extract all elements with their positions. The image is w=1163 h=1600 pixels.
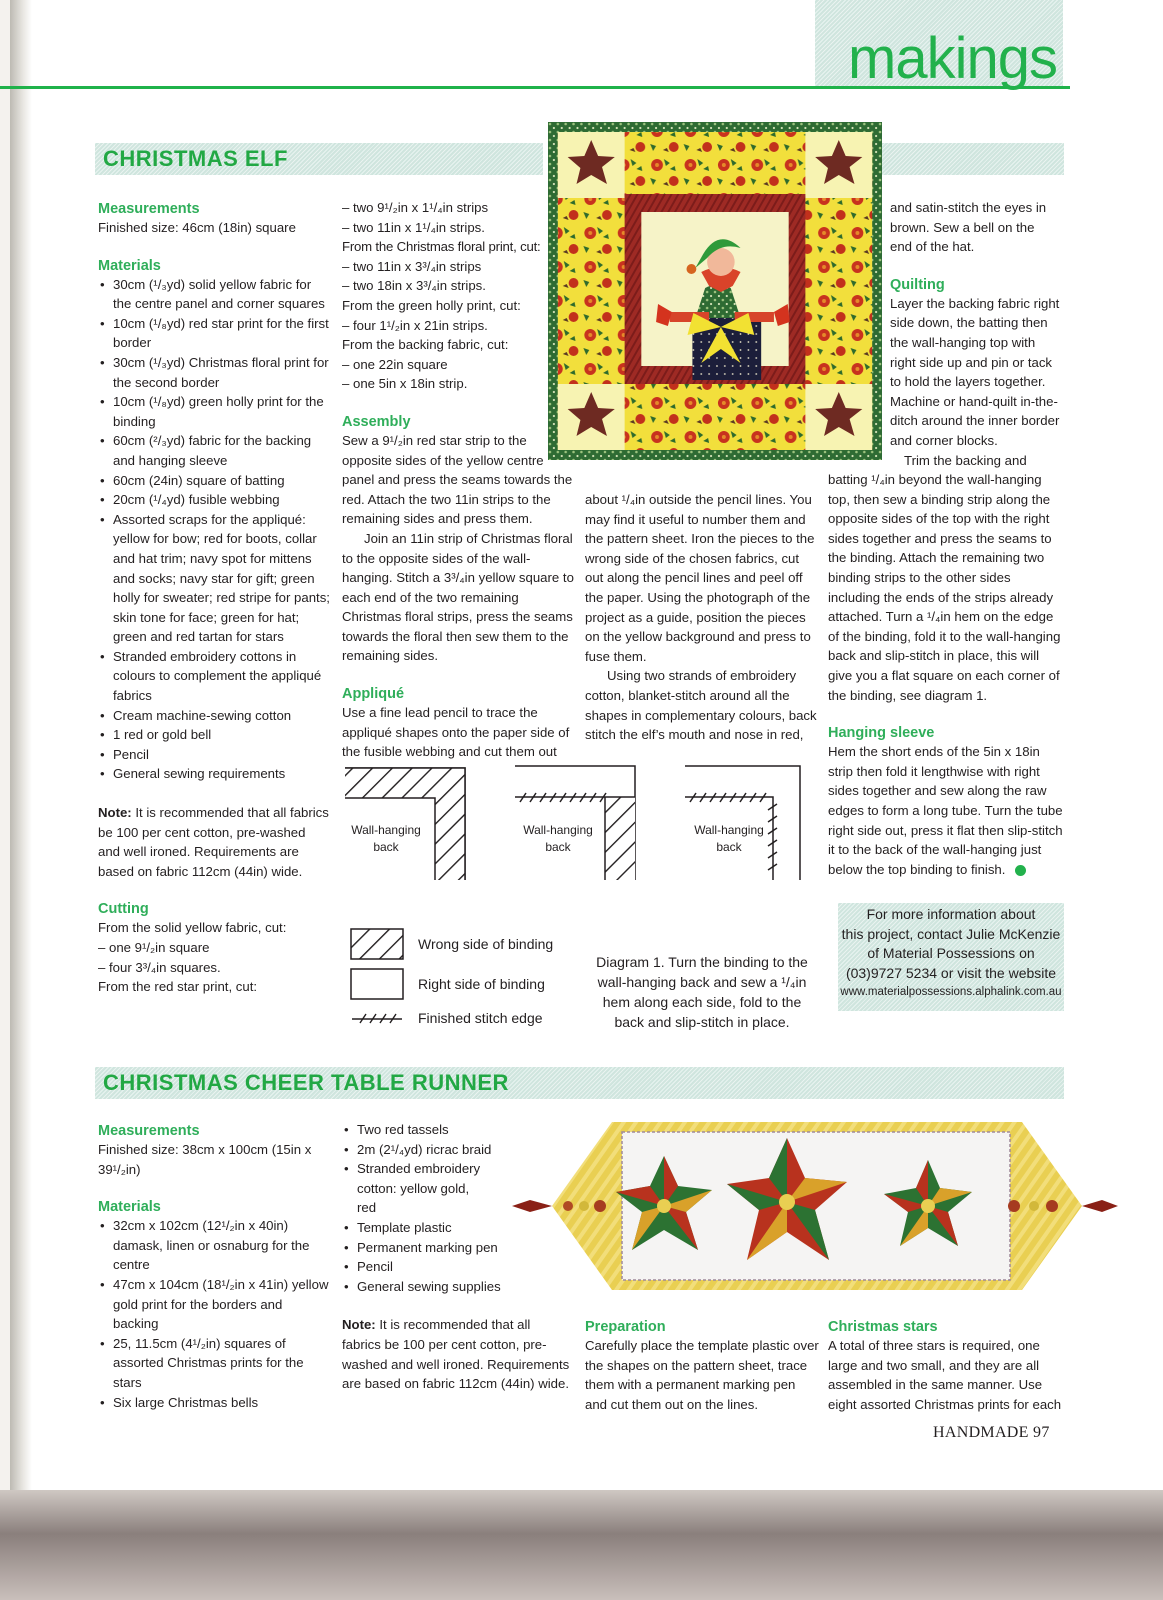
- hanging-sleeve-body: Hem the short ends of the 5in x 18in strip then fold it lengthwise with right sides together and sew along the raw edges to form a long tube. Turn the tube right side out, press it flat then slip-stitch it to the back of the wall-hanging just below the top binding to finish.: [828, 744, 1063, 877]
- christmas-stars-text: A total of three stars is required, one large and two small, and they are all assembled in the same manner. Use eight assorted Christmas prints for each: [828, 1338, 1062, 1412]
- tassel-right-icon: [1082, 1200, 1118, 1212]
- cutting-line: From the solid yellow fabric, cut:: [98, 920, 287, 936]
- applique-paragraph-1a: Use a fine lead pencil to trace the appliqué shapes onto the paper side of the fusible webbing and cut them out: [342, 705, 570, 760]
- diagram-panel-label: Wall-hanging: [523, 823, 593, 837]
- runner-measurements-heading: Measurements: [98, 1123, 200, 1139]
- cutting-line: – two 18in x 3³/₄in strips.: [342, 278, 486, 294]
- diagram-panel-label: back: [373, 840, 399, 854]
- hanging-sleeve-heading: Hanging sleeve: [828, 725, 935, 742]
- material-item: • Permanent marking pen: [342, 1238, 572, 1258]
- runner-materials-heading: Materials: [98, 1199, 161, 1216]
- elf-quilt-photo: [548, 122, 882, 460]
- legend-label: Wrong side of binding: [418, 936, 554, 952]
- material-item: • 60cm (24in) square of batting: [98, 471, 330, 491]
- material-item: • Stranded embroidery cottons in colours to complement the appliqué fabrics: [98, 647, 330, 706]
- cutting-line: – four 3³/₄in squares.: [98, 959, 221, 975]
- material-item: • 30cm (¹/₃yd) solid yellow fabric for the centre panel and corner squares: [98, 275, 330, 314]
- hanging-sleeve-text: [828, 742, 1064, 879]
- end-mark-icon: [1015, 865, 1026, 876]
- assembly-paragraph-2: Join an 11in strip of Christmas floral to the opposite sides of the wall-hanging. Stitch a 3³/₄in yellow square to each end of the two remaining Christmas floral strips, press the seams towards the floral then sew them to the remaining sides.: [342, 530, 574, 664]
- runner-column-1: [98, 1122, 330, 1412]
- cutting-line: – one 22in square: [342, 356, 448, 372]
- materials-list: [98, 275, 330, 784]
- material-item: • 10cm (¹/₈yd) green holly print for the binding: [98, 392, 330, 431]
- table-runner-photo: [482, 1112, 1122, 1300]
- info-website-link[interactable]: www.materialpossessions.alphalink.com.au: [840, 986, 1062, 998]
- cutting-line: From the green holly print, cut:: [342, 297, 521, 313]
- hatched-swatch-icon: [350, 928, 404, 960]
- applique-heading: Appliqué: [342, 686, 405, 703]
- page-spine-shadow: [10, 0, 32, 1490]
- material-item: • 1 red or gold bell: [98, 725, 330, 745]
- runner-section-title: CHRISTMAS CHEER TABLE RUNNER: [103, 1070, 509, 1095]
- material-item: • 2m (2¹/₄yd) ricrac braid: [342, 1140, 572, 1160]
- legend-right-side: [350, 968, 545, 1000]
- elf-column-4-wide: [828, 470, 1064, 879]
- material-item: • Pencil: [98, 745, 330, 765]
- applique-paragraph-2-cont: and satin-stitch the eyes in brown. Sew a bell on the end of the hat.: [890, 200, 1047, 255]
- assembly-paragraph-1: Sew a 9¹/₂in red star strip to the opposite sides of the yellow centre panel and press the seams towards the red. Attach the two 11in strips to the remaining sides and press them.: [342, 432, 573, 527]
- quilting-paragraph-2b: batting ¹/₄in beyond the wall-hanging top, then sew a binding strip along the opposite sides of the top with the right sides together and press the seams to the binding. Attach the remaining two binding strips to the other sides including the ends of the strips already attached. Turn a ¹/₄in hem on the edge of the binding, fold it to the wall-hanging back and slip-stitch in place, this will give you a flat square on each corner of the binding, see diagram 1.: [828, 472, 1061, 703]
- runner-measurements-text: Finished size: 38cm x 100cm (15in x 39¹/₂in): [98, 1142, 312, 1177]
- section-header: makings: [848, 26, 1057, 91]
- cutting-line: – one 5in x 18in strip.: [342, 376, 468, 392]
- material-item: • Six large Christmas bells: [98, 1393, 330, 1413]
- preparation-heading: Preparation: [585, 1319, 666, 1335]
- note-label: Note:: [342, 1317, 376, 1333]
- material-item: • Cream machine-sewing cotton: [98, 706, 330, 726]
- quilting-paragraph-1: Layer the backing fabric right side down, the batting then the wall-hanging top with right side up and pin or tack to hold the layers together. Machine or hand-quilt in-the-ditch around the inner border and corner blocks.: [890, 295, 1060, 448]
- cutting-line: From the red star print, cut:: [98, 979, 258, 995]
- cutting-line: – two 11in x 3³/₄in strips: [342, 258, 482, 274]
- binding-diagram: [340, 760, 810, 920]
- material-item: • Stranded embroidery cotton: yellow gold, red: [342, 1159, 487, 1218]
- diagram-panel-label: Wall-hanging: [351, 823, 421, 837]
- elf-column-4: [890, 198, 1060, 470]
- info-line: this project, contact Julie McKenzie: [841, 925, 1061, 942]
- note-text: It is recommended that all fabrics be 100 per cent cotton, pre-washed and well ironed. Requirements are based on fabric 112cm (44in) wide.: [342, 1317, 570, 1392]
- preparation-text: Carefully place the template plastic over the shapes on the pattern sheet, trace them with a permanent marking pen and cut them out on the lines.: [585, 1338, 819, 1412]
- material-item: • General sewing requirements: [98, 764, 330, 784]
- cutting-line: From the backing fabric, cut:: [342, 337, 509, 353]
- elf-title-band-right: [880, 143, 1064, 175]
- material-item: • 60cm (²/₃yd) fabric for the backing and hanging sleeve: [98, 431, 330, 470]
- legend-label: Right side of binding: [418, 976, 545, 992]
- info-line: of Material Possessions on: [867, 945, 1035, 961]
- diagram-panel-label: Wall-hanging: [694, 823, 764, 837]
- legend-wrong-side: [350, 928, 553, 960]
- diagram-panel-label: back: [545, 840, 571, 854]
- elf-column-2: [342, 198, 574, 762]
- diagram-panel-label: back: [716, 840, 742, 854]
- runner-column-4: [828, 1318, 1064, 1414]
- material-item: • Template plastic: [342, 1218, 572, 1238]
- elf-column-3: [585, 490, 820, 745]
- materials-heading: Materials: [98, 257, 161, 274]
- elf-section-title: CHRISTMAS ELF: [103, 146, 288, 171]
- measurements-heading: Measurements: [98, 201, 200, 217]
- elf-column-1: [98, 200, 330, 997]
- material-item: • 30cm (¹/₃yd) Christmas floral print for the second border: [98, 353, 330, 392]
- runner-note-paragraph: [342, 1315, 572, 1393]
- material-item: • 10cm (¹/₈yd) red star print for the first border: [98, 314, 330, 353]
- scan-bottom-edge: [0, 1490, 1163, 1600]
- material-item: • 47cm x 104cm (18¹/₂in x 41in) yellow gold print for the borders and backing: [98, 1275, 330, 1334]
- cutting-line: – two 9¹/₂in x 1¹/₄in strips: [342, 200, 489, 215]
- stitch-line-icon: [350, 1011, 404, 1025]
- blank-swatch-icon: [350, 968, 404, 1000]
- runner-column-3: [585, 1318, 820, 1414]
- material-item: • Assorted scraps for the appliqué: yellow for bow; red for boots, collar and hat trim; navy spot for mittens and socks; navy star for gift; green holly for sweater; red stripe for pants; skin tone for face; green for hat; green and red tartan for stars: [98, 510, 330, 647]
- christmas-stars-heading: Christmas stars: [828, 1319, 938, 1335]
- cutting-line: – one 9¹/₂in square: [98, 940, 210, 955]
- contact-info-box: [838, 903, 1064, 1011]
- applique-paragraph-2: Using two strands of embroidery cotton, blanket-stitch around all the shapes in complementary colours, back stitch the elf’s mouth and nose in red,: [585, 668, 817, 743]
- quilting-heading: Quilting: [890, 276, 945, 293]
- material-item: • Two red tassels: [342, 1120, 572, 1140]
- cutting-line: – two 11in x 1¹/₄in strips.: [342, 219, 485, 235]
- runner-materials-list-a: [98, 1216, 330, 1412]
- legend-label: Finished stitch edge: [418, 1010, 543, 1026]
- measurements-text: Finished size: 46cm (18in) square: [98, 220, 296, 235]
- cutting-line: – four 1¹/₂in x 21in strips.: [342, 317, 488, 333]
- assembly-heading: Assembly: [342, 413, 411, 430]
- material-item: • 25, 11.5cm (4¹/₂in) squares of assorted Christmas prints for the stars: [98, 1334, 330, 1393]
- tassel-left-icon: [512, 1200, 552, 1212]
- info-line: (03)9727 5234 or visit the website: [845, 964, 1057, 981]
- legend-stitch-edge: [350, 1010, 543, 1026]
- note-paragraph: [98, 803, 330, 881]
- material-item: • General sewing supplies: [342, 1277, 572, 1297]
- cutting-heading: Cutting: [98, 901, 149, 918]
- material-item: • 32cm x 102cm (12¹/₂in x 40in) damask, linen or osnaburg for the centre: [98, 1216, 330, 1275]
- applique-paragraph-1b: about ¹/₄in outside the pencil lines. You may find it useful to number them and the pattern sheet. Iron the pieces to the wrong side of the chosen fabrics, cut out along the pencil lines and peel off the paper. Using the photograph of the project as a guide, position the pieces on the yellow background and press to fuse them.: [585, 492, 815, 664]
- diagram-caption: Diagram 1. Turn the binding to the wall-hanging back and sew a ¹/₄in hem along each side, fold to the back and slip-stitch in place.: [596, 954, 808, 1030]
- quilting-paragraph-2a: Trim the backing and: [904, 452, 1027, 468]
- note-text: It is recommended that all fabrics be 100 per cent cotton, pre-washed and well ironed. Requirements are based on fabric 112cm (44in) wide.: [98, 805, 329, 879]
- material-item: • Pencil: [342, 1257, 572, 1277]
- info-line: For more information about: [866, 906, 1036, 922]
- material-item: • 20cm (¹/₄yd) fusible webbing: [98, 490, 330, 510]
- cutting-line: From the Christmas floral print, cut:: [342, 239, 541, 255]
- note-label: Note:: [98, 805, 132, 821]
- page-folio: HANDMADE 97: [933, 1424, 1050, 1441]
